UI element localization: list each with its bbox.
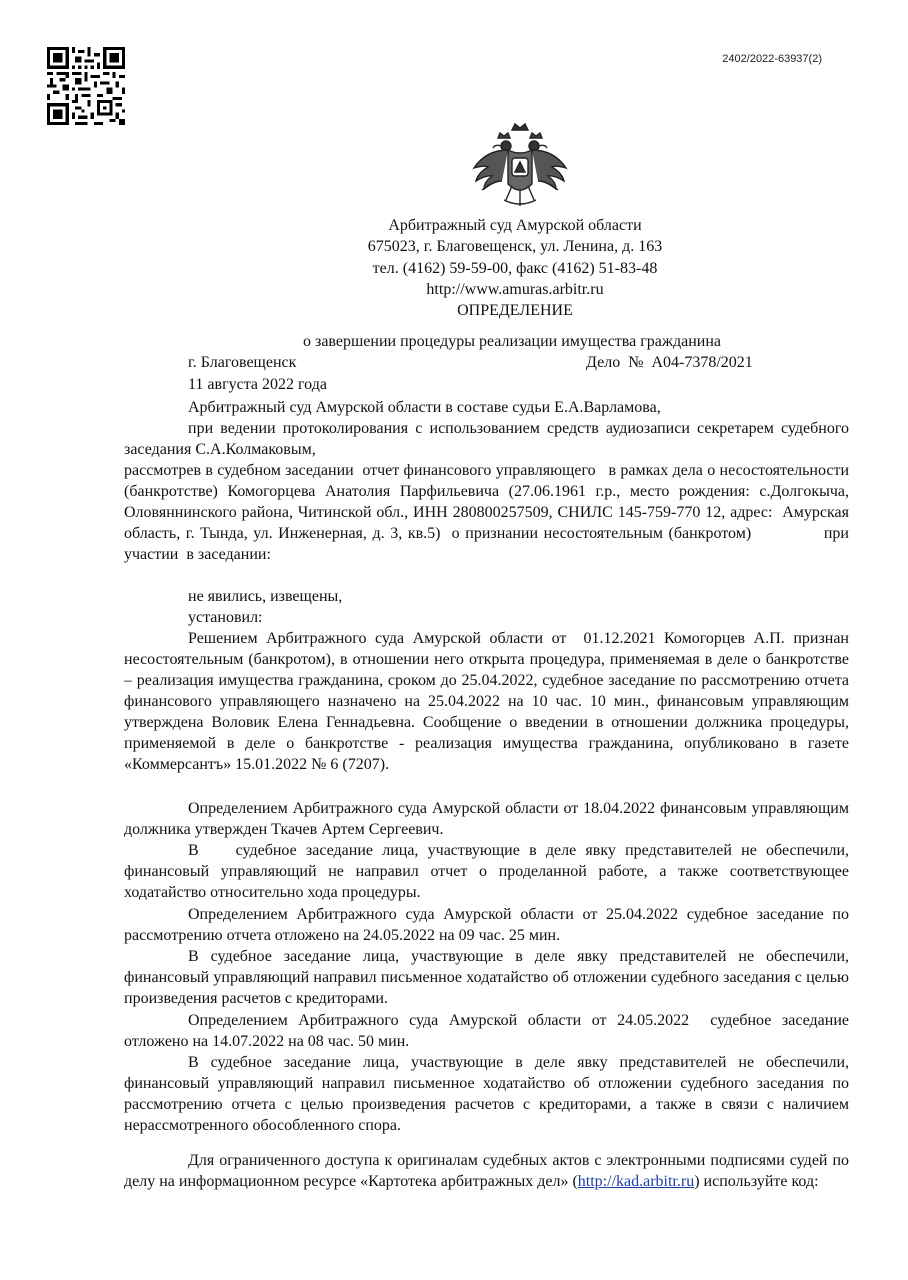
protocol-paragraph: при ведении протоколирования с использованием средств аудиозаписи секретарем судебного заседания С.А.Колмаковым, [124, 420, 849, 458]
court-website: http://www.amuras.arbitr.ru [426, 281, 604, 298]
document-number: 2402/2022-63937(2) [722, 53, 822, 65]
paragraph-manager-appointed: Определением Арбитражного суда Амурской области от 18.04.2022 финансовым управляющим должника утвержден Ткачев Артем Сергеевич. [124, 800, 849, 838]
established-label: установил: [188, 609, 263, 626]
court-name: Арбитражный суд Амурской области [388, 217, 642, 234]
paragraph-decision: Решением Арбитражного суда Амурской области от 01.12.2021 Комогорцев А.П. признан несостоятельным (банкротом), в отношении него открыта процедура, применяемая в деле о банкротстве – реализация имущества гражданина, сроком до 25.04.2022, судебное заседание по рассмотрению отчета финансового управляющего назначено на 25.04.2022 на 10 час. 10 мин., финансовым управляющим утверждена Воловик Елена Геннадьевна. Сообщение о введении в отношении должника процедуры, применяемой в деле о банкротстве - реализация имущества гражданина, опубликовано в газете «Коммерсантъ» 15.01.2022 № 6 (7207). [124, 630, 853, 773]
paragraph-hearing-2: В судебное заседание лица, участвующие в деле явку представителей не обеспечили, финансовый управляющий направил письменное ходатайство об отложении судебного заседания с целью произведения расчетов с кредиторами. [124, 948, 849, 1007]
footer-text-before: Для ограниченного доступа к оригиналам судебных актов с электронными подписями судей по делу на информационном ресурсе «Картотека арбитражных дел» ( [124, 1152, 849, 1190]
qr-code [47, 47, 125, 125]
intro-line: Арбитражный суд Амурской области в составе судьи Е.А.Варламова, [188, 399, 661, 416]
attendance: не явились, извещены, [188, 588, 343, 605]
footer-text-after: ) используйте код: [694, 1173, 819, 1190]
paragraph-hearing-3: В судебное заседание лица, участвующие в деле явку представителей не обеспечили, финансовый управляющий направил письменное ходатайство об отложении судебного заседания по рассмотрению отчета с целью произведения расчетов с кредиторами, а также в связи с наличием нерассмотренного обособленного спора. [124, 1054, 849, 1134]
paragraph-hearing-1: В судебное заседание лица, участвующие в деле явку представителей не обеспечили, финансовый управляющий не направил отчет о проделанной работе, а также соответствующее ходатайство относительно хода процедуры. [124, 842, 853, 901]
document-type-title: ОПРЕДЕЛЕНИЕ [457, 302, 573, 319]
considered-paragraph: рассмотрев в судебном заседании отчет финансового управляющего в рамках дела о несостоятельности (банкротстве) Комогорцева Анатолия Парфильевича (27.06.1961 г.р., место рождения: с.Долгокыча, Оловяннинского района, Читинской обл., ИНН 280800257509, СНИЛС 145-759-770 12, адрес: Амурская область, г. Тында, ул. Инженерная, д. 3, кв.5) о признании несостоятельным (банкротом) при участии в заседании: [124, 462, 865, 563]
document-date: 11 августа 2022 года [188, 376, 327, 393]
paragraph-postponed-2: Определением Арбитражного суда Амурской области от 24.05.2022 судебное заседание отложено на 14.07.2022 на 08 час. 50 мин. [124, 1012, 853, 1050]
document-subtitle: о завершении процедуры реализации имущества гражданина [303, 333, 721, 350]
case-number: Дело № А04-7378/2021 [586, 354, 753, 371]
coat-of-arms-emblem [468, 120, 572, 212]
court-phones: тел. (4162) 59-59-00, факс (4162) 51-83-48 [372, 260, 658, 277]
paragraph-postponed-1: Определением Арбитражного суда Амурской области от 25.04.2022 судебное заседание по рассмотрению отчета отложено на 24.05.2022 на 09 час. 25 мин. [124, 906, 849, 944]
city: г. Благовещенск [188, 354, 297, 371]
footer-note [124, 1150, 849, 1192]
kad-arbitr-link[interactable]: http://kad.arbitr.ru [577, 1173, 695, 1190]
court-address: 675023, г. Благовещенск, ул. Ленина, д. 163 [367, 238, 663, 255]
